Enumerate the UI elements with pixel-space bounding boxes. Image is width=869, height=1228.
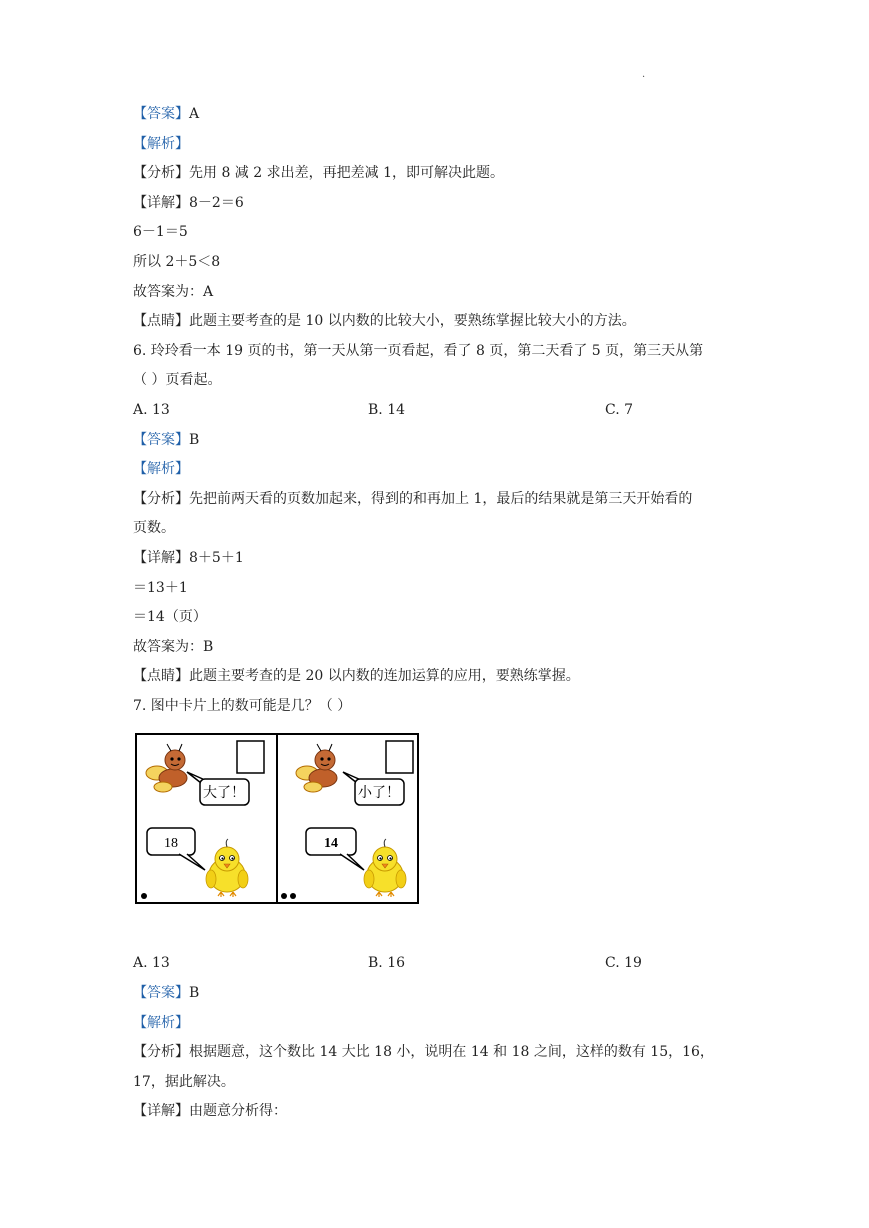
q5-step-line: 6－1＝5 bbox=[133, 224, 188, 241]
answer-tag: 【答案】 bbox=[133, 985, 189, 1002]
q5-fenxi-line bbox=[133, 159, 743, 189]
fenxi-text: 先用 8 减 2 求出差，再把差减 1，即可解决此题。 bbox=[189, 165, 504, 182]
q6-step-line: ＝13＋1 bbox=[133, 579, 188, 596]
chick-bubble-text: 18 bbox=[164, 836, 178, 852]
q6-stem-line: 6. 玲玲看一本 19 页的书，第一天从第一页看起，看了 8 页，第二天看了 5 页，第三天从第 bbox=[133, 342, 704, 359]
q7-answer-line bbox=[133, 979, 743, 1009]
q6-answer-line bbox=[133, 426, 743, 456]
fenxi-text: 先把前两天看的页数加起来，得到的和再加上 1，最后的结果就是第三天开始看的 bbox=[189, 490, 693, 507]
q6-xiangjie-line bbox=[133, 544, 743, 574]
page-dot-icon bbox=[290, 893, 296, 899]
card-icon bbox=[237, 741, 264, 773]
option-b: B. 14 bbox=[368, 401, 406, 418]
q5-xiangjie-line bbox=[133, 189, 743, 219]
q6-options bbox=[133, 396, 743, 426]
document-body bbox=[133, 100, 743, 1127]
q7-stem-line: 7. 图中卡片上的数可能是几？（ ） bbox=[133, 697, 352, 714]
xiangjie-text: 由题意分析得： bbox=[189, 1103, 287, 1120]
option-a: A. 13 bbox=[133, 401, 170, 418]
fenxi-text: 根据题意，这个数比 14 大比 18 小，说明在 14 和 18 之间，这样的数有 15，16， bbox=[189, 1044, 714, 1061]
q7-fenxi-line: 17，据此解决。 bbox=[133, 1073, 235, 1090]
answer-tag: 【答案】 bbox=[133, 431, 189, 448]
dianjing-tag: 【点睛】 bbox=[133, 668, 189, 685]
q6-fenxi-line: 页数。 bbox=[133, 520, 175, 537]
option-a: A. 13 bbox=[133, 955, 170, 972]
q5-analysis-line bbox=[133, 130, 743, 160]
dianjing-text: 此题主要考查的是 20 以内数的连加运算的应用，要熟练掌握。 bbox=[189, 668, 580, 685]
step-text: 8－2＝6 bbox=[189, 194, 244, 211]
fenxi-tag: 【分析】 bbox=[133, 1044, 189, 1061]
q6-analysis-line bbox=[133, 455, 743, 485]
option-c: C. 19 bbox=[605, 955, 642, 972]
dianjing-text: 此题主要考查的是 10 以内数的比较大小，要熟练掌握比较大小的方法。 bbox=[189, 313, 636, 330]
q6-step-line: ＝14（页） bbox=[133, 609, 207, 626]
chick-bubble-text: 14 bbox=[324, 836, 338, 852]
fenxi-tag: 【分析】 bbox=[133, 490, 189, 507]
card-illustration bbox=[135, 733, 419, 905]
q7-analysis-line bbox=[133, 1009, 743, 1039]
analysis-tag: 【解析】 bbox=[133, 135, 189, 152]
q5-step-line: 所以 2＋5＜8 bbox=[133, 253, 221, 270]
card-icon bbox=[386, 741, 413, 773]
header-mark: · bbox=[642, 72, 646, 83]
page-dot-icon bbox=[141, 893, 147, 899]
q6-dianjing-line bbox=[133, 662, 743, 692]
analysis-tag: 【解析】 bbox=[133, 461, 189, 478]
bee-bubble-text: 大了！ bbox=[203, 786, 245, 802]
q6-conclusion-line: 故答案为：B bbox=[133, 638, 214, 655]
q5-answer-line bbox=[133, 100, 743, 130]
answer-value: B bbox=[189, 431, 200, 448]
bee-bubble-text: 小了！ bbox=[358, 786, 400, 802]
answer-tag: 【答案】 bbox=[133, 106, 189, 122]
q6-fenxi-line bbox=[133, 485, 743, 515]
answer-value: A bbox=[189, 106, 200, 122]
answer-value: B bbox=[189, 985, 200, 1002]
fenxi-tag: 【分析】 bbox=[133, 165, 189, 182]
step-text: 8＋5＋1 bbox=[189, 549, 244, 566]
q6-stem-line: （ ）页看起。 bbox=[133, 372, 222, 389]
xiangjie-tag: 【详解】 bbox=[133, 549, 189, 566]
xiangjie-tag: 【详解】 bbox=[133, 1103, 189, 1120]
q5-dianjing-line bbox=[133, 307, 743, 337]
q7-figure bbox=[133, 721, 743, 949]
page-dot-icon bbox=[281, 893, 287, 899]
q5-conclusion-line: 故答案为：A bbox=[133, 283, 214, 300]
q7-fenxi-line bbox=[133, 1038, 743, 1068]
dianjing-tag: 【点睛】 bbox=[133, 313, 189, 330]
q7-xiangjie-line bbox=[133, 1097, 743, 1127]
q7-options bbox=[133, 949, 743, 979]
option-c: C. 7 bbox=[605, 401, 634, 418]
option-b: B. 16 bbox=[368, 955, 406, 972]
analysis-tag: 【解析】 bbox=[133, 1014, 189, 1031]
xiangjie-tag: 【详解】 bbox=[133, 194, 189, 211]
